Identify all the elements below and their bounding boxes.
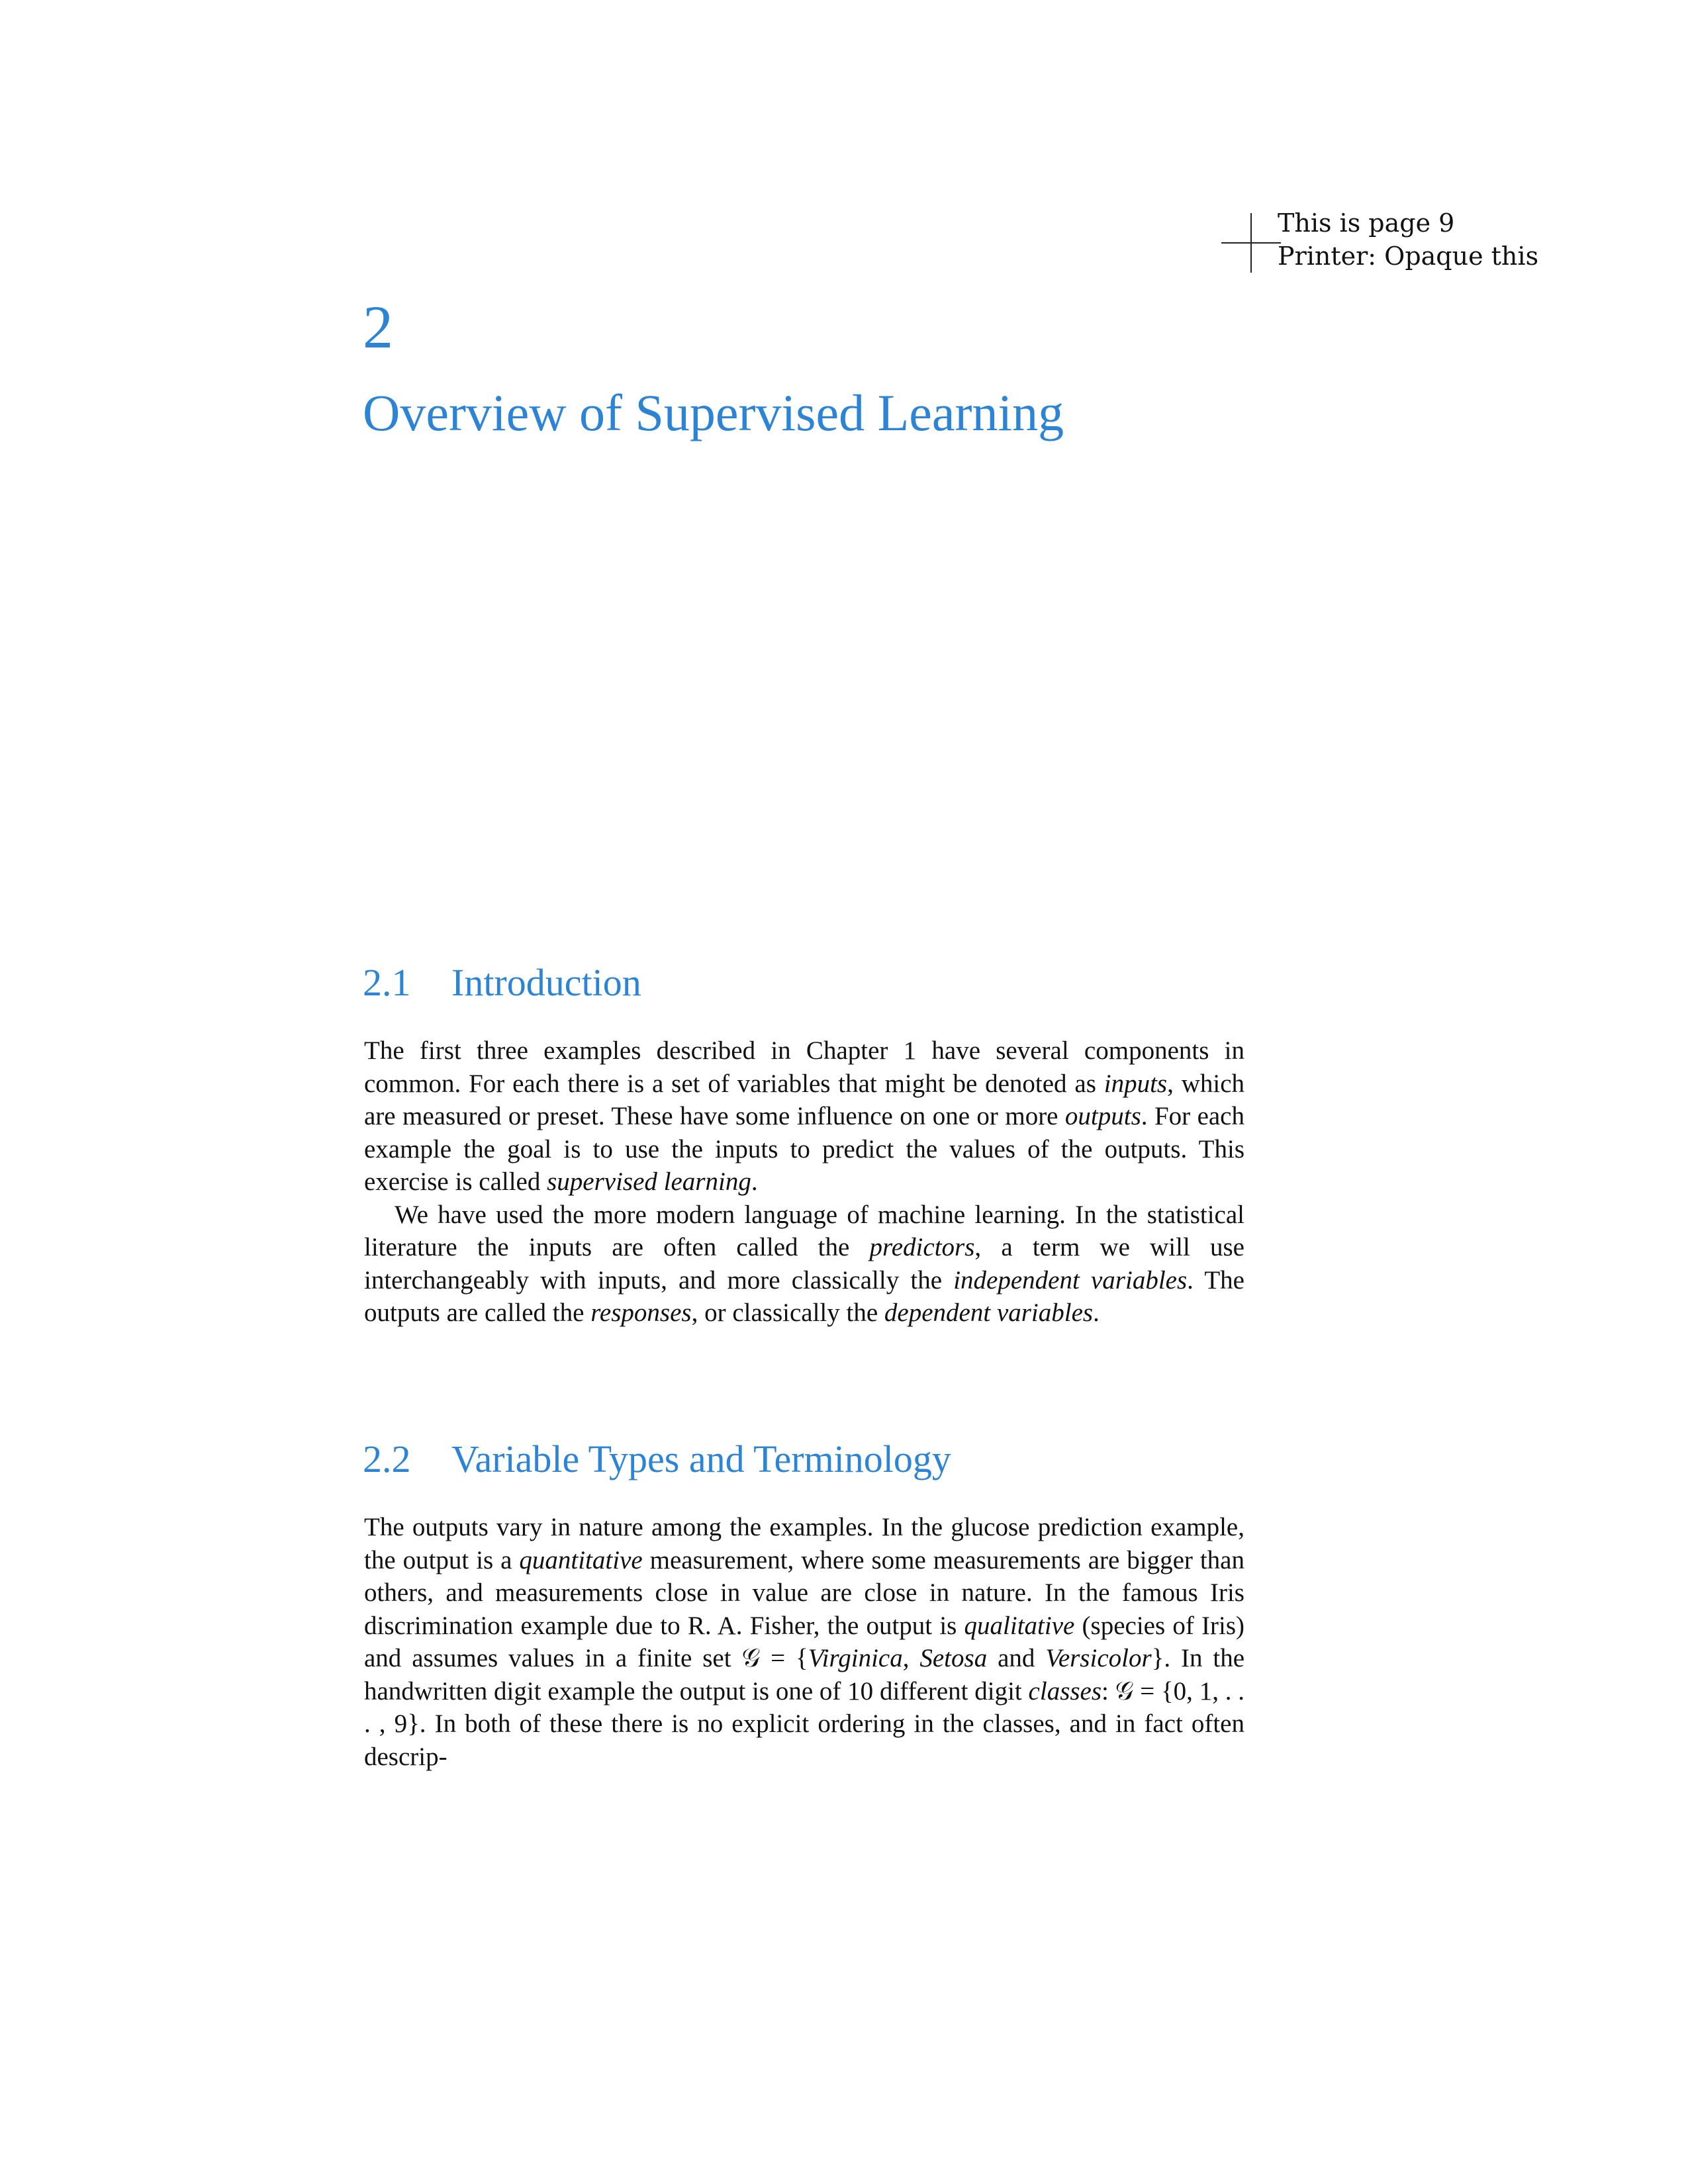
text-run: . The outputs are called the [364,1265,1244,1327]
emphasis-term: responses [590,1298,692,1327]
introduction-body [364,1034,1244,1330]
text-run: measurement, where some measurements are bigger than others, and measurements close in value are close in nature. In the famous Iris discrimination example due to R. A. Fisher, the output is [364,1545,1244,1640]
text-run: and [987,1644,1046,1672]
paragraph [364,1511,1244,1773]
emphasis-term: predictors [869,1233,975,1261]
text-run: The outputs vary in nature among the examples. In the glucose prediction example, the output is a [364,1513,1244,1574]
text-run: (species of Iris) and assumes values in a finite set 𝒢 = { [364,1611,1244,1672]
page-header [1278,206,1538,273]
section-title: Introduction [451,961,641,1004]
emphasis-term: outputs [1064,1102,1141,1130]
section-title: Variable Types and Terminology [451,1437,951,1480]
text-run: . For each example the goal is to use the inputs to predict the values of the outputs. This exercise is called [364,1102,1244,1196]
emphasis-term: qualitative [964,1611,1075,1640]
section-heading-variable-types [363,1436,951,1482]
crop-mark-vertical [1250,213,1252,273]
printer-label: Printer: Opaque this [1278,242,1539,271]
text-run: . [751,1167,758,1196]
emphasis-term: dependent variables [884,1298,1094,1327]
text-run: : 𝒢 = {0, 1, . . . , 9}. In both of these there is no explicit ordering in the classes, and in fact often descrip- [364,1676,1244,1771]
text-run: , or classically the [691,1298,884,1327]
text-run: , a term we will use interchangeably with inputs, and more classically the [364,1233,1244,1295]
paragraph [364,1034,1244,1199]
crop-mark-icon [1221,213,1281,273]
emphasis-term: supervised learning [547,1167,751,1196]
section-number: 2.2 [363,1437,411,1480]
section-heading-introduction [363,960,641,1006]
emphasis-term: Virginica [808,1644,903,1672]
text-run: , [902,1644,920,1672]
chapter-title: Overview of Supervised Learning [363,384,1064,441]
page-number-label: This is page 9 [1278,208,1455,238]
emphasis-term: Versicolor [1045,1644,1152,1672]
section-number: 2.1 [363,961,411,1004]
text-run: We have used the more modern language of machine learning. In the statistical literature the inputs are often called the [364,1200,1244,1261]
emphasis-term: independent variables [953,1265,1188,1295]
paragraph [364,1199,1244,1330]
emphasis-term: quantitative [519,1545,643,1574]
variable-types-body [364,1511,1244,1773]
chapter-number: 2 [363,293,393,361]
text-run: }. In the handwritten digit example the output is one of 10 different digit [364,1644,1245,1706]
text-run: . [1093,1298,1100,1327]
emphasis-term: classes [1028,1676,1102,1706]
text-run: , which are measured or preset. These have some influence on one or more [364,1069,1244,1130]
emphasis-term: Setosa [919,1644,988,1672]
emphasis-term: inputs [1103,1069,1168,1098]
text-run: The first three examples described in Chapter 1 have several components in common. For each there is a set of variables that might be denoted as [364,1036,1244,1098]
